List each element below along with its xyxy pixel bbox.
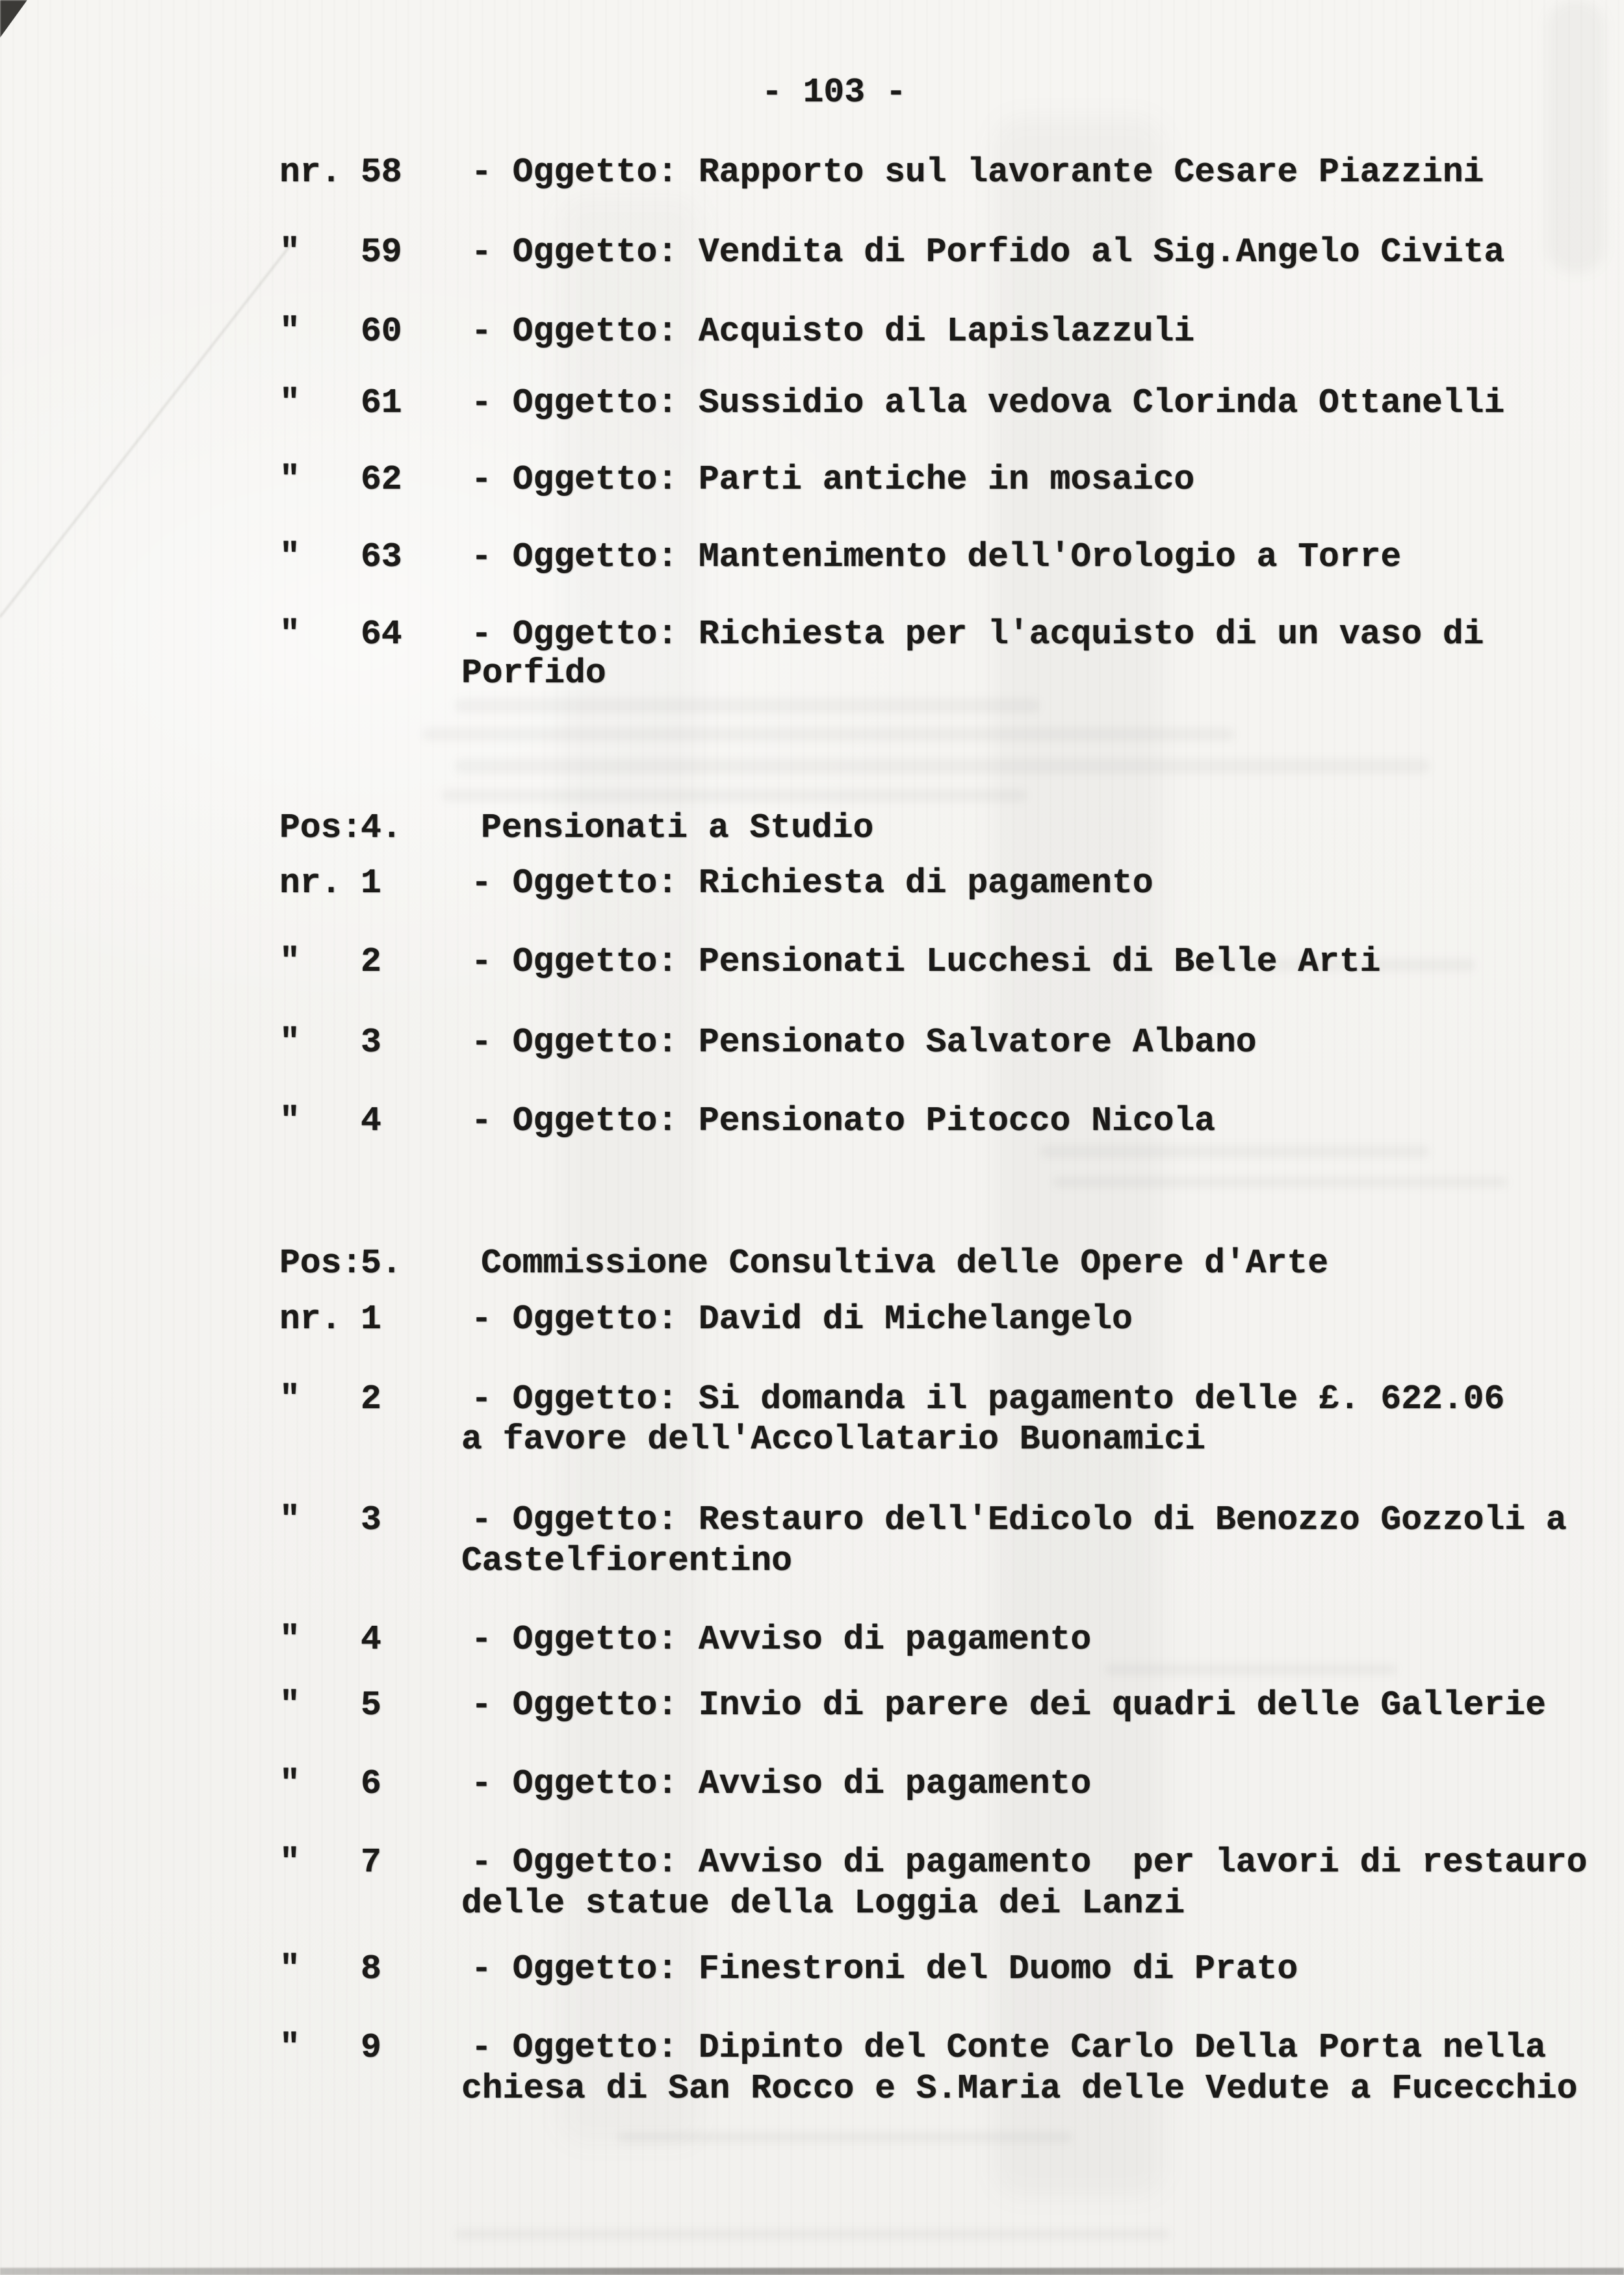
- row-label: ": [279, 1023, 300, 1062]
- row-number: 6: [361, 1764, 381, 1803]
- row-label: ": [279, 460, 300, 499]
- row-text: - Oggetto: Mantenimento dell'Orologio a Torre: [471, 537, 1402, 576]
- row-text: - Oggetto: Avviso di pagamento: [471, 1764, 1092, 1803]
- entry-row: [0, 1620, 1624, 1660]
- row-number: 5: [361, 1686, 381, 1725]
- row-number: 2: [361, 1380, 381, 1419]
- row-continuation: Porfido: [461, 654, 606, 693]
- row-text: - Oggetto: Si domanda il pagamento delle £. 622.06: [471, 1380, 1505, 1419]
- row-label: ": [279, 233, 300, 272]
- row-number: 1: [361, 864, 381, 903]
- row-text: - Oggetto: Acquisto di Lapislazzuli: [471, 312, 1195, 351]
- entry-row: [0, 460, 1624, 500]
- entry-row: [0, 312, 1624, 352]
- entry-row: [0, 153, 1624, 193]
- row-number: 60: [361, 312, 402, 351]
- entry-row: [0, 383, 1624, 424]
- row-label: ": [279, 1764, 300, 1803]
- entry-row: [0, 1023, 1624, 1063]
- entry-row: [0, 1300, 1624, 1340]
- row-text: - Oggetto: Richiesta di pagamento: [471, 864, 1154, 903]
- row-number: 63: [361, 537, 402, 576]
- row-label: ": [279, 1686, 300, 1725]
- row-text: - Oggetto: Avviso di pagamento: [471, 1620, 1092, 1659]
- row-number: 61: [361, 383, 402, 422]
- row-label: ": [279, 1620, 300, 1659]
- row-continuation: delle statue della Loggia dei Lanzi: [461, 1884, 1185, 1923]
- section-heading-row: [0, 808, 1624, 849]
- entry-row: [0, 1843, 1624, 1883]
- row-continuation: chiesa di San Rocco e S.Maria delle Vedute a Fucecchio: [461, 2069, 1578, 2108]
- row-text: - Oggetto: David di Michelangelo: [471, 1300, 1133, 1339]
- row-label: nr.: [279, 864, 342, 903]
- section-heading-row: [0, 1244, 1624, 1284]
- row-label: nr.: [279, 153, 342, 192]
- row-number: 3: [361, 1023, 381, 1062]
- heading-title: Pensionati a Studio: [481, 808, 874, 847]
- row-number: 59: [361, 233, 402, 272]
- entry-row: [0, 1500, 1624, 1541]
- row-number: 4: [361, 1620, 381, 1659]
- entry-row: [0, 615, 1624, 655]
- heading-number: 4.: [361, 808, 402, 847]
- row-text: - Oggetto: Pensionato Salvatore Albano: [471, 1023, 1257, 1062]
- row-text: - Oggetto: Pensionati Lucchesi di Belle Arti: [471, 942, 1381, 981]
- row-text: - Oggetto: Finestroni del Duomo di Prato: [471, 1949, 1298, 1988]
- row-text: - Oggetto: Parti antiche in mosaico: [471, 460, 1195, 499]
- row-text: - Oggetto: Vendita di Porfido al Sig.Angelo Civita: [471, 233, 1505, 272]
- entry-row: [0, 942, 1624, 983]
- row-number: 3: [361, 1500, 381, 1539]
- row-label: nr.: [279, 1300, 342, 1339]
- entry-row: [0, 2028, 1624, 2068]
- row-text: - Oggetto: Restauro dell'Edicolo di Benozzo Gozzoli a: [471, 1500, 1567, 1539]
- entry-row: [0, 864, 1624, 904]
- page-number: - 103 -: [762, 73, 907, 112]
- row-label: ": [279, 2028, 300, 2067]
- row-label: ": [279, 1949, 300, 1988]
- heading-number: 5.: [361, 1244, 402, 1283]
- heading-label: Pos:: [279, 808, 363, 847]
- entry-row: [0, 1949, 1624, 1990]
- row-number: 7: [361, 1843, 381, 1882]
- row-number: 64: [361, 615, 402, 654]
- row-continuation: Castelfiorentino: [461, 1541, 792, 1580]
- row-label: ": [279, 1380, 300, 1419]
- row-text: - Oggetto: Sussidio alla vedova Clorinda Ottanelli: [471, 383, 1505, 422]
- row-label: ": [279, 1101, 300, 1140]
- heading-label: Pos:: [279, 1244, 363, 1283]
- entry-row: [0, 537, 1624, 578]
- row-label: ": [279, 942, 300, 981]
- entry-row: [0, 233, 1624, 273]
- row-continuation: a favore dell'Accollatario Buonamici: [461, 1420, 1205, 1459]
- heading-title: Commissione Consultiva delle Opere d'Arte: [481, 1244, 1329, 1283]
- row-label: ": [279, 312, 300, 351]
- row-label: ": [279, 383, 300, 422]
- row-number: 8: [361, 1949, 381, 1988]
- row-number: 9: [361, 2028, 381, 2067]
- row-text: - Oggetto: Dipinto del Conte Carlo Della Porta nella: [471, 2028, 1546, 2067]
- row-label: ": [279, 1843, 300, 1882]
- row-text: - Oggetto: Avviso di pagamento per lavori di restauro: [471, 1843, 1588, 1882]
- row-label: ": [279, 615, 300, 654]
- row-number: 4: [361, 1101, 381, 1140]
- row-text: - Oggetto: Richiesta per l'acquisto di un vaso di: [471, 615, 1484, 654]
- row-number: 58: [361, 153, 402, 192]
- row-number: 2: [361, 942, 381, 981]
- entry-row: [0, 1101, 1624, 1142]
- row-text: - Oggetto: Pensionato Pitocco Nicola: [471, 1101, 1215, 1140]
- row-number: 1: [361, 1300, 381, 1339]
- row-label: ": [279, 537, 300, 576]
- row-text: - Oggetto: Invio di parere dei quadri delle Gallerie: [471, 1686, 1546, 1725]
- row-label: ": [279, 1500, 300, 1539]
- entry-row: [0, 1764, 1624, 1805]
- row-text: - Oggetto: Rapporto sul lavorante Cesare Piazzini: [471, 153, 1484, 192]
- entry-row: [0, 1380, 1624, 1420]
- entry-row: [0, 1686, 1624, 1726]
- row-number: 62: [361, 460, 402, 499]
